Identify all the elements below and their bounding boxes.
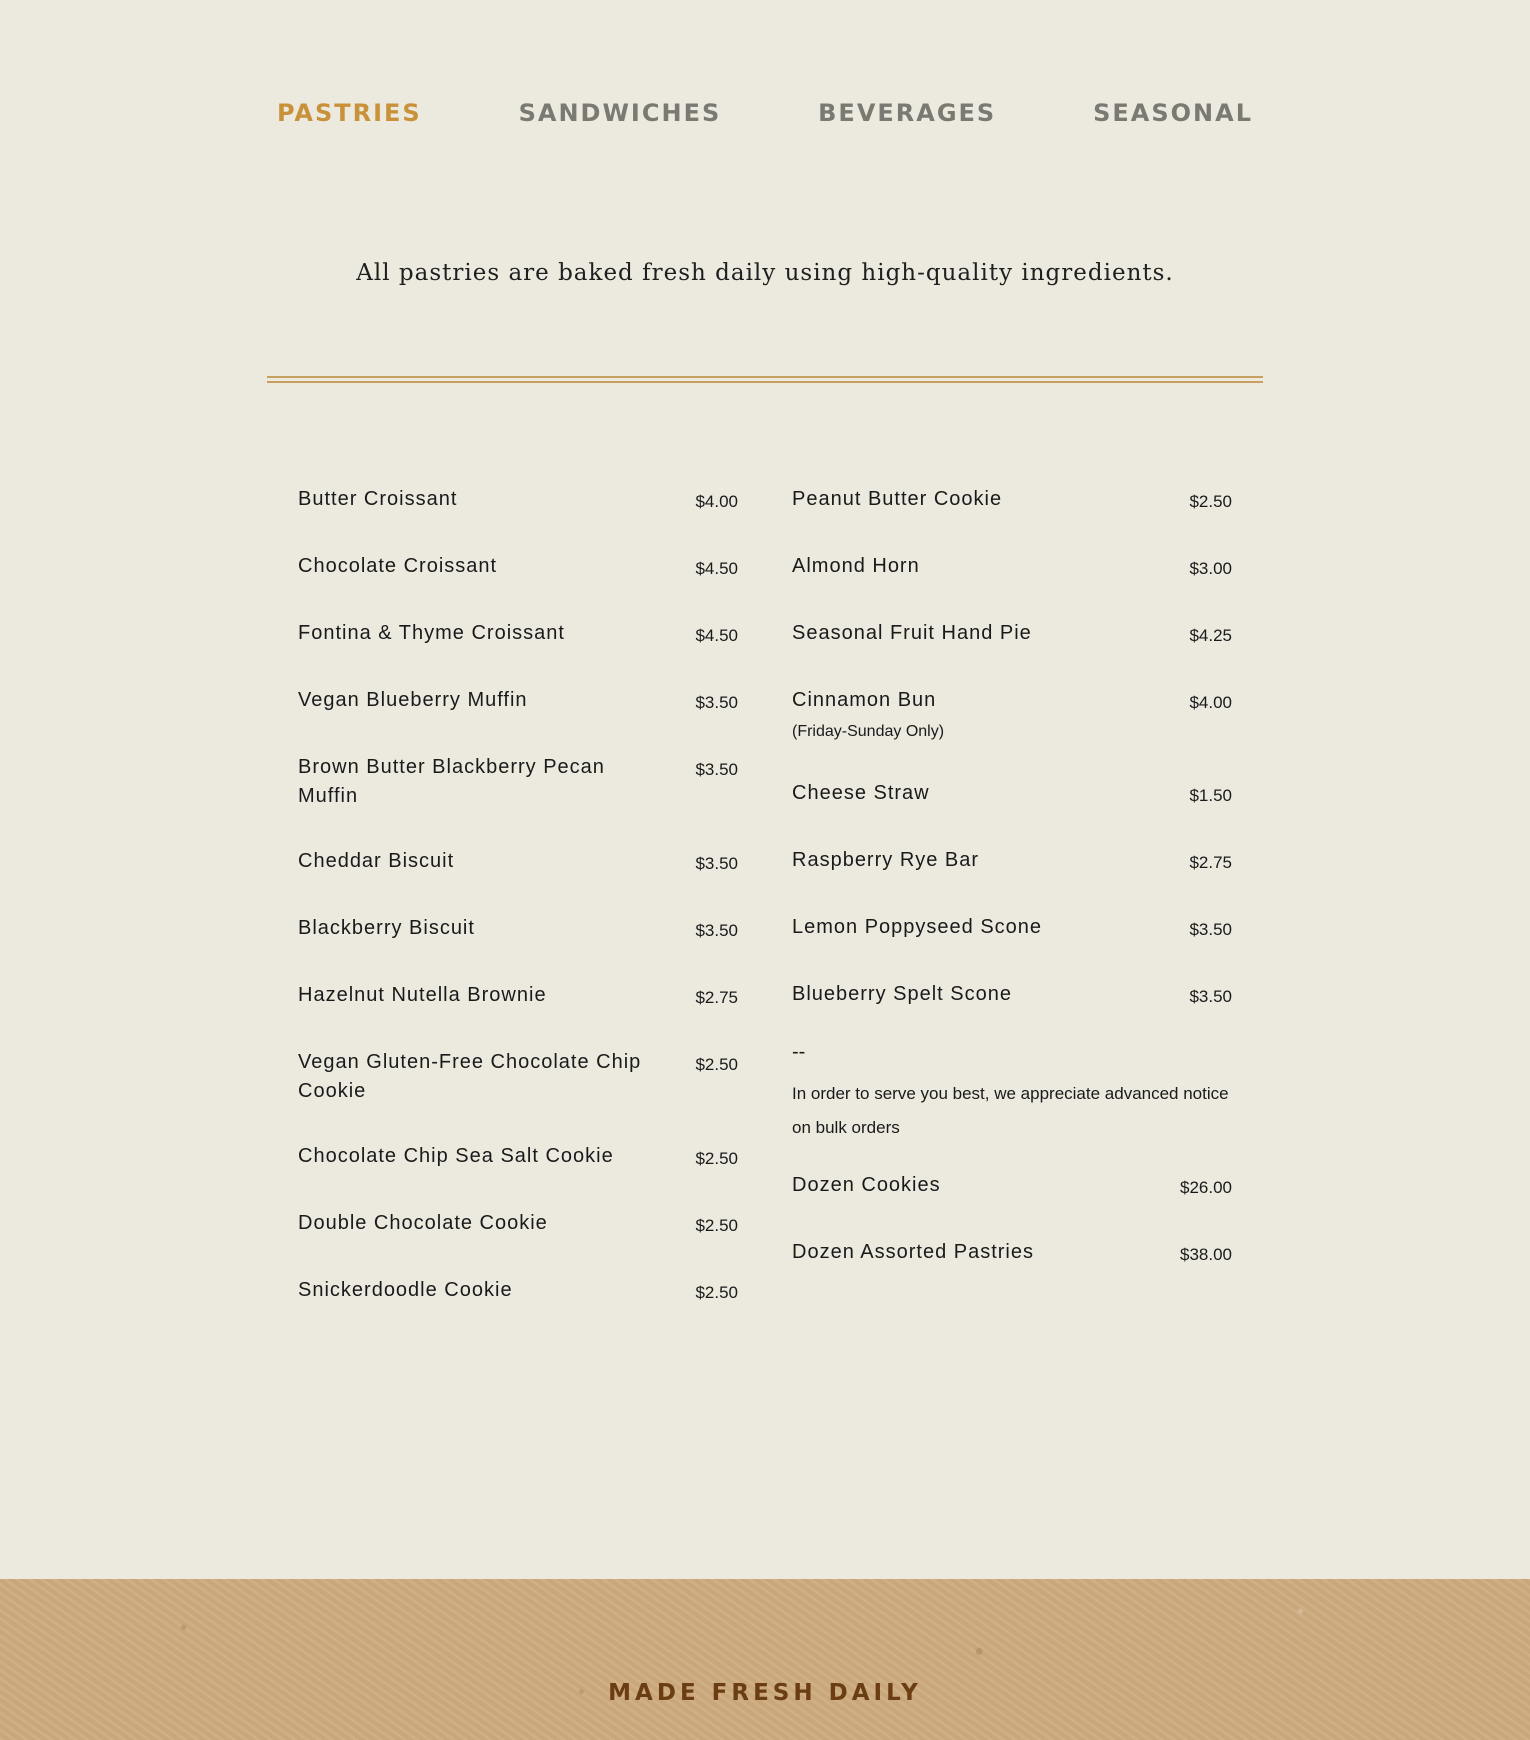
menu-item: [792, 485, 1232, 516]
menu-item: [792, 846, 1232, 877]
menu-item: [792, 1238, 1232, 1269]
menu-item: [792, 686, 1232, 743]
item-name-text: Cinnamon Bun: [792, 689, 937, 711]
menu-item: [792, 913, 1232, 944]
item-price: $3.50: [1189, 987, 1232, 1006]
item-name: Double Chocolate Cookie: [298, 1212, 548, 1234]
menu-column-left: [298, 485, 738, 1343]
item-name: Chocolate Croissant: [298, 555, 498, 577]
item-price: $26.00: [1180, 1178, 1232, 1197]
menu-item: [792, 619, 1232, 650]
item-price: $4.50: [695, 626, 738, 645]
item-name: Blackberry Biscuit: [298, 917, 475, 939]
item-name: Snickerdoodle Cookie: [298, 1279, 513, 1301]
category-tabs: [267, 95, 1263, 131]
menu-item: [298, 847, 738, 878]
footer-banner: [0, 1579, 1530, 1740]
item-name: Brown Butter Blackberry Pecan Muffin: [298, 756, 605, 807]
item-price: $2.50: [1189, 492, 1232, 511]
item-name: Vegan Gluten-Free Chocolate Chip Cookie: [298, 1051, 642, 1102]
menu-item: [792, 552, 1232, 583]
bulk-order-note: In order to serve you best, we appreciate advanced notice on bulk orders: [792, 1084, 1229, 1137]
menu-item: [298, 485, 738, 516]
item-name: Almond Horn: [792, 555, 920, 577]
tab-seasonal[interactable]: SEASONAL: [1093, 99, 1253, 127]
item-price: $3.50: [695, 693, 738, 712]
item-price: $3.00: [1189, 559, 1232, 578]
item-name: Dozen Assorted Pastries: [792, 1241, 1034, 1263]
item-name: Dozen Cookies: [792, 1174, 941, 1196]
item-name: Vegan Blueberry Muffin: [298, 689, 528, 711]
item-price: $4.00: [1189, 693, 1232, 712]
item-name: Cheese Straw: [792, 782, 930, 804]
item-price: $4.25: [1189, 626, 1232, 645]
item-price: $2.50: [695, 1055, 738, 1074]
tab-beverages[interactable]: BEVERAGES: [818, 99, 997, 127]
menu-item: [792, 980, 1232, 1011]
menu-item: [298, 1209, 738, 1240]
item-price: $2.75: [695, 988, 738, 1007]
menu-item: [298, 1142, 738, 1173]
item-name: Chocolate Chip Sea Salt Cookie: [298, 1145, 614, 1167]
item-name: Cheddar Biscuit: [298, 850, 455, 872]
tab-pastries[interactable]: PASTRIES: [277, 99, 422, 127]
intro-text: All pastries are baked fresh daily using high-quality ingredients.: [356, 260, 1174, 286]
menu-item: [298, 1276, 738, 1307]
item-name: [792, 686, 944, 743]
item-price: $2.50: [695, 1149, 738, 1168]
menu-item: [298, 619, 738, 650]
item-name: Peanut Butter Cookie: [792, 488, 1003, 510]
item-price: $3.50: [695, 760, 738, 779]
separator-text: --: [792, 1041, 806, 1063]
item-price: $2.75: [1189, 853, 1232, 872]
item-price: $4.00: [695, 492, 738, 511]
item-note: (Friday-Sunday Only): [792, 723, 945, 740]
item-name: Fontina & Thyme Croissant: [298, 622, 565, 644]
item-price: $3.50: [1189, 920, 1232, 939]
menu-item: [298, 753, 738, 811]
item-price: $38.00: [1180, 1245, 1232, 1264]
item-price: $1.50: [1189, 786, 1232, 805]
item-name: Hazelnut Nutella Brownie: [298, 984, 547, 1006]
item-price: $4.50: [695, 559, 738, 578]
item-price: $2.50: [695, 1216, 738, 1235]
menu-item: [298, 1048, 738, 1106]
menu-item: [298, 914, 738, 945]
item-price: $3.50: [695, 921, 738, 940]
item-name: Lemon Poppyseed Scone: [792, 916, 1043, 938]
menu-item: [792, 1171, 1232, 1202]
item-name: Blueberry Spelt Scone: [792, 983, 1013, 1005]
menu-item: [792, 779, 1232, 810]
menu-item: [298, 552, 738, 583]
item-price: $3.50: [695, 854, 738, 873]
item-name: Raspberry Rye Bar: [792, 849, 980, 871]
menu-item: [298, 981, 738, 1012]
item-name: Seasonal Fruit Hand Pie: [792, 622, 1032, 644]
divider: [267, 376, 1263, 383]
menu-column-right: [792, 485, 1232, 1305]
item-price: $2.50: [695, 1283, 738, 1302]
tab-sandwiches[interactable]: SANDWICHES: [518, 99, 722, 127]
item-name: Butter Croissant: [298, 488, 458, 510]
menu-item: [298, 686, 738, 717]
footer-title: MADE FRESH DAILY: [608, 1680, 922, 1706]
